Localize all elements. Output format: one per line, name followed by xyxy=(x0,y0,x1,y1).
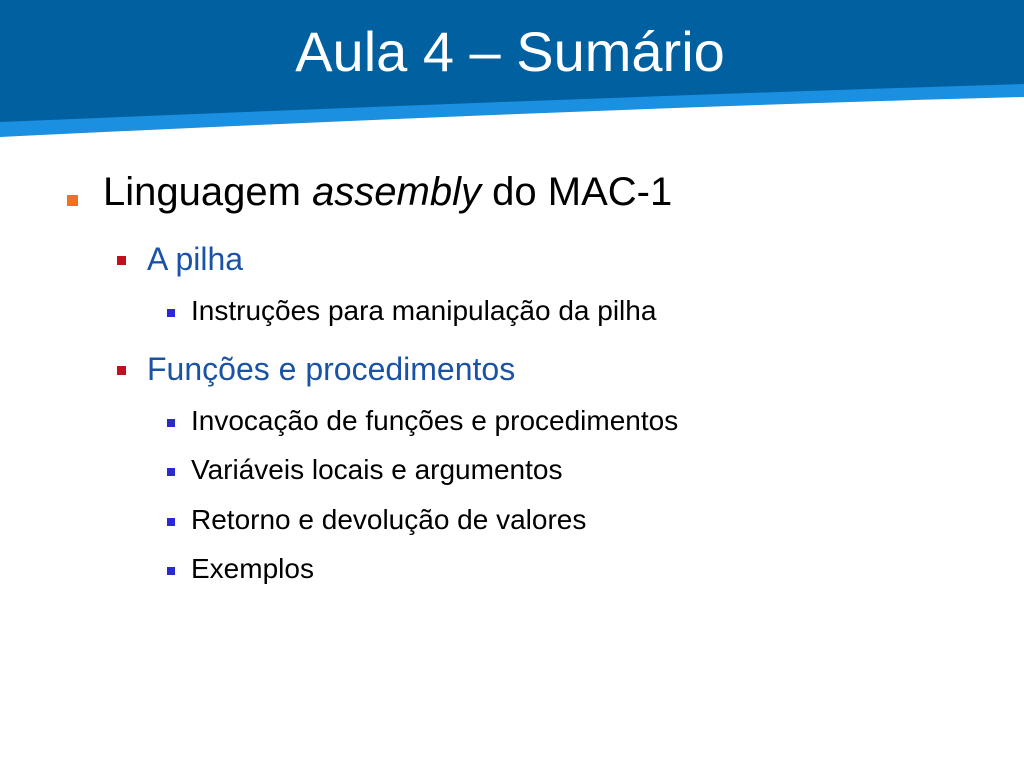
square-bullet-icon xyxy=(117,366,126,375)
section-label: A pilha xyxy=(147,241,244,277)
square-bullet-icon xyxy=(167,419,175,427)
item-text: Instruções para manipulação da pilha xyxy=(191,295,657,326)
bullet-section-pilha xyxy=(147,239,243,279)
square-bullet-icon xyxy=(167,468,175,476)
square-bullet-icon xyxy=(167,309,175,317)
bullet-item xyxy=(191,404,678,438)
section-label: Funções e procedimentos xyxy=(147,351,516,387)
main-topic-text: Linguagem xyxy=(103,170,301,214)
square-bullet-icon xyxy=(167,518,175,526)
bullet-section-funcoes xyxy=(147,349,515,389)
main-topic-emphasis: assembly xyxy=(312,170,482,214)
bullet-item xyxy=(191,294,656,328)
bullet-item xyxy=(191,552,314,586)
square-bullet-icon xyxy=(67,195,78,206)
item-text: Retorno e devolução de valores xyxy=(191,504,587,535)
item-text: Exemplos xyxy=(191,553,314,584)
main-topic-suffix: do MAC-1 xyxy=(492,170,673,214)
bullet-item xyxy=(191,503,586,537)
bullet-item xyxy=(191,453,562,487)
square-bullet-icon xyxy=(167,567,175,575)
item-text: Variáveis locais e argumentos xyxy=(191,454,563,485)
item-text: Invocação de funções e procedimentos xyxy=(191,405,679,436)
slide-title: Aula 4 – Sumário xyxy=(295,20,725,83)
square-bullet-icon xyxy=(117,256,126,265)
bullet-main-topic xyxy=(103,166,672,218)
